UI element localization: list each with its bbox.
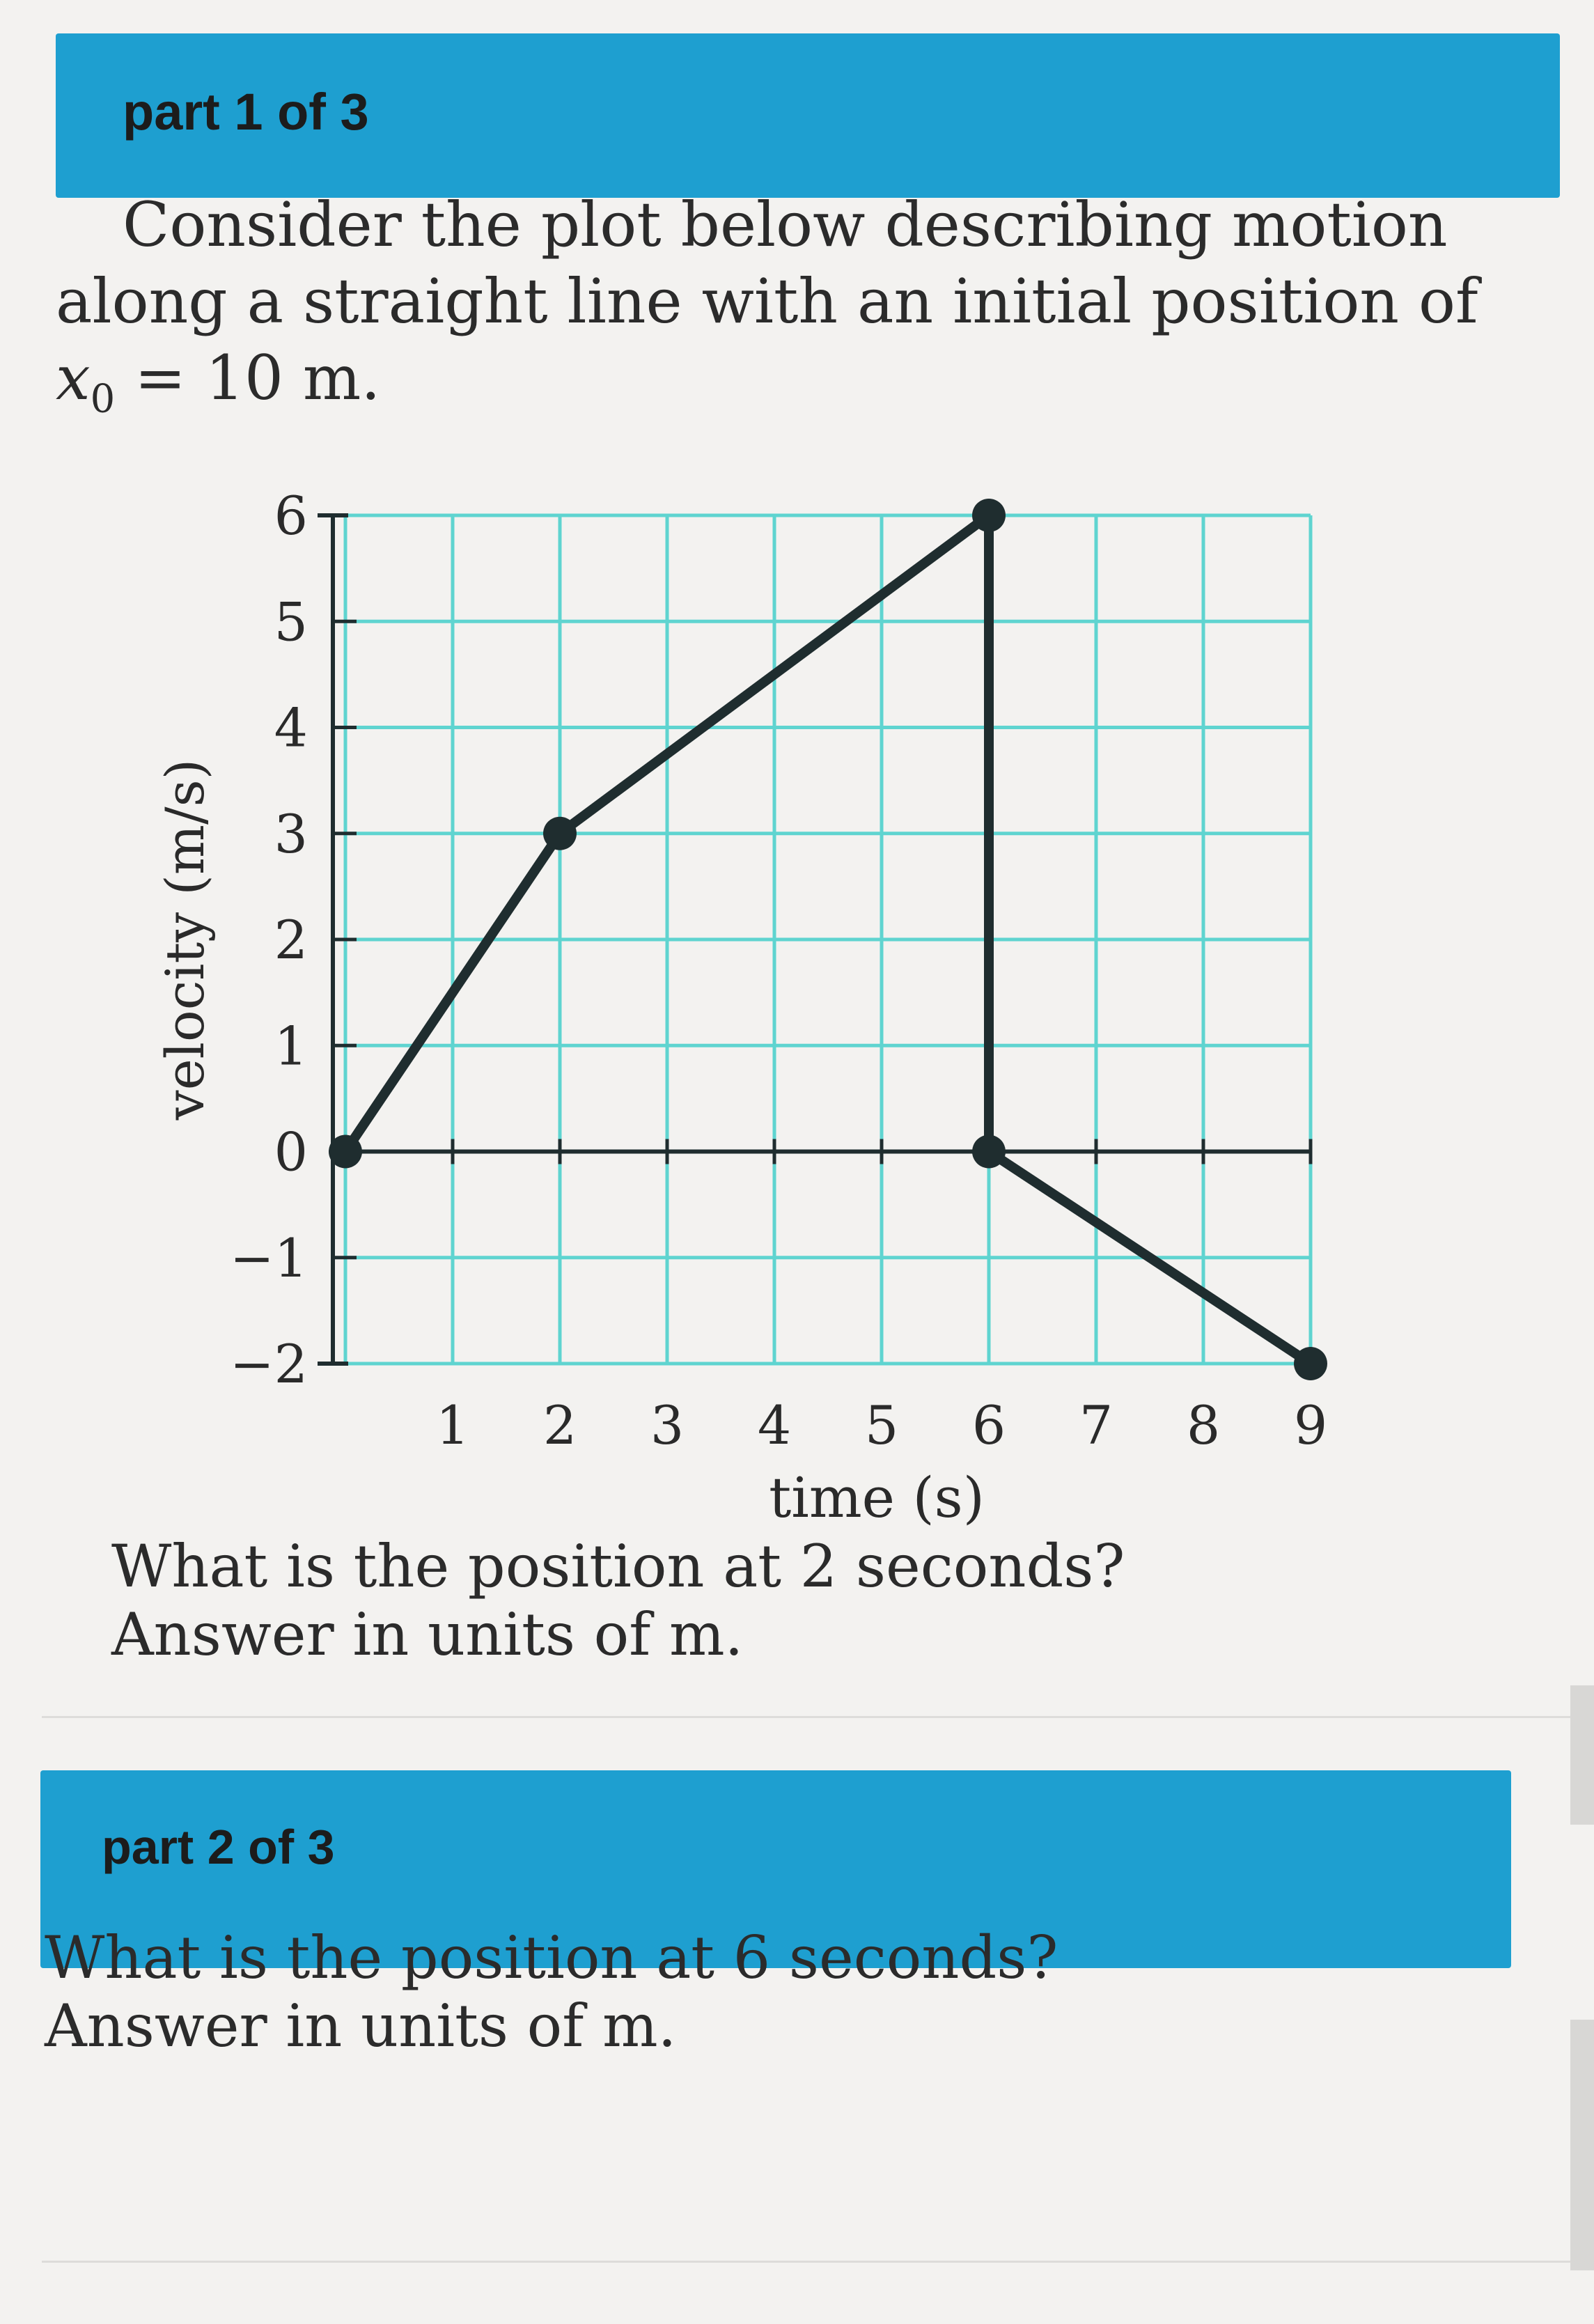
x-tick-label: 4 — [757, 1394, 792, 1456]
y-tick-label: 1 — [274, 1015, 308, 1077]
chart-labels — [154, 485, 1327, 1530]
y-tick-label: 3 — [274, 802, 308, 865]
statement-line-2: along a straight line with an initial position of — [56, 265, 1478, 337]
question-1 — [111, 1532, 1125, 1669]
x-tick-label: 2 — [542, 1394, 577, 1456]
data-point — [972, 1135, 1006, 1169]
x-tick-label: 9 — [1293, 1394, 1328, 1456]
y-tick-label: −1 — [229, 1226, 308, 1289]
y-tick-label: 6 — [274, 485, 308, 547]
x-tick-label: 8 — [1186, 1394, 1221, 1456]
y-axis-label: velocity (m/s) — [154, 758, 216, 1121]
question-1-text: What is the position at 2 seconds? — [111, 1532, 1125, 1600]
y-tick-label: 0 — [274, 1121, 308, 1183]
question-2-text: What is the position at 6 seconds? — [45, 1924, 1058, 1992]
x-tick-label: 7 — [1079, 1394, 1114, 1456]
x-axis-label: time (s) — [769, 1465, 985, 1530]
initial-position-value: = 10 m. — [115, 342, 381, 414]
y-tick-label: 2 — [274, 909, 308, 971]
x-tick-label: 5 — [864, 1394, 899, 1456]
section-divider — [42, 2261, 1594, 2263]
question-1-units: Answer in units of m. — [111, 1600, 744, 1669]
statement-line-1: Consider the plot below describing motion — [123, 189, 1448, 260]
y-tick-label: 5 — [274, 591, 308, 653]
section-divider — [42, 1716, 1594, 1718]
data-point — [543, 817, 577, 850]
question-2 — [45, 1924, 1058, 2060]
data-point — [972, 499, 1006, 532]
data-point — [1294, 1347, 1327, 1380]
y-tick-label: −2 — [229, 1333, 308, 1395]
scrollbar-track[interactable] — [1570, 2020, 1594, 2270]
position-subscript: 0 — [90, 376, 116, 422]
question-2-units: Answer in units of m. — [45, 1992, 677, 2060]
data-point — [329, 1135, 362, 1169]
part-2-label: part 2 of 3 — [102, 1820, 335, 1874]
part-1-label: part 1 of 3 — [123, 83, 369, 141]
x-tick-label: 6 — [971, 1394, 1006, 1456]
x-tick-label: 1 — [435, 1394, 470, 1456]
position-variable: x — [56, 342, 91, 414]
y-tick-label: 4 — [274, 696, 308, 759]
scrollbar-track[interactable] — [1570, 1685, 1594, 1825]
x-tick-label: 3 — [650, 1394, 685, 1456]
